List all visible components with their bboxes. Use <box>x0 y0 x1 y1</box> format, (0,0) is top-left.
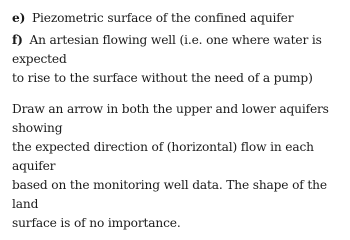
instruction-line-1: Draw an arrow in both the upper and lower aquifers showing <box>12 102 329 135</box>
document-page <box>12 9 346 233</box>
question-e-text: Piezometric surface of the confined aquifer <box>31 11 294 25</box>
question-f-text-line-2: to rise to the surface without the need of a pump) <box>12 71 313 85</box>
instruction-line-4: surface is of no importance. <box>12 216 181 230</box>
question-f-label: f) <box>12 33 23 47</box>
question-f <box>12 31 346 88</box>
instruction-line-2: the expected direction of (horizontal) flow in each aquifer <box>12 140 314 173</box>
instruction-line-3: based on the monitoring well data. The shape of the land <box>12 178 327 211</box>
question-e-label: e) <box>12 11 26 25</box>
question-e <box>12 9 346 28</box>
question-f-text-line-1: An artesian flowing well (i.e. one where water is expected <box>12 33 322 66</box>
instruction-paragraph <box>12 100 346 233</box>
